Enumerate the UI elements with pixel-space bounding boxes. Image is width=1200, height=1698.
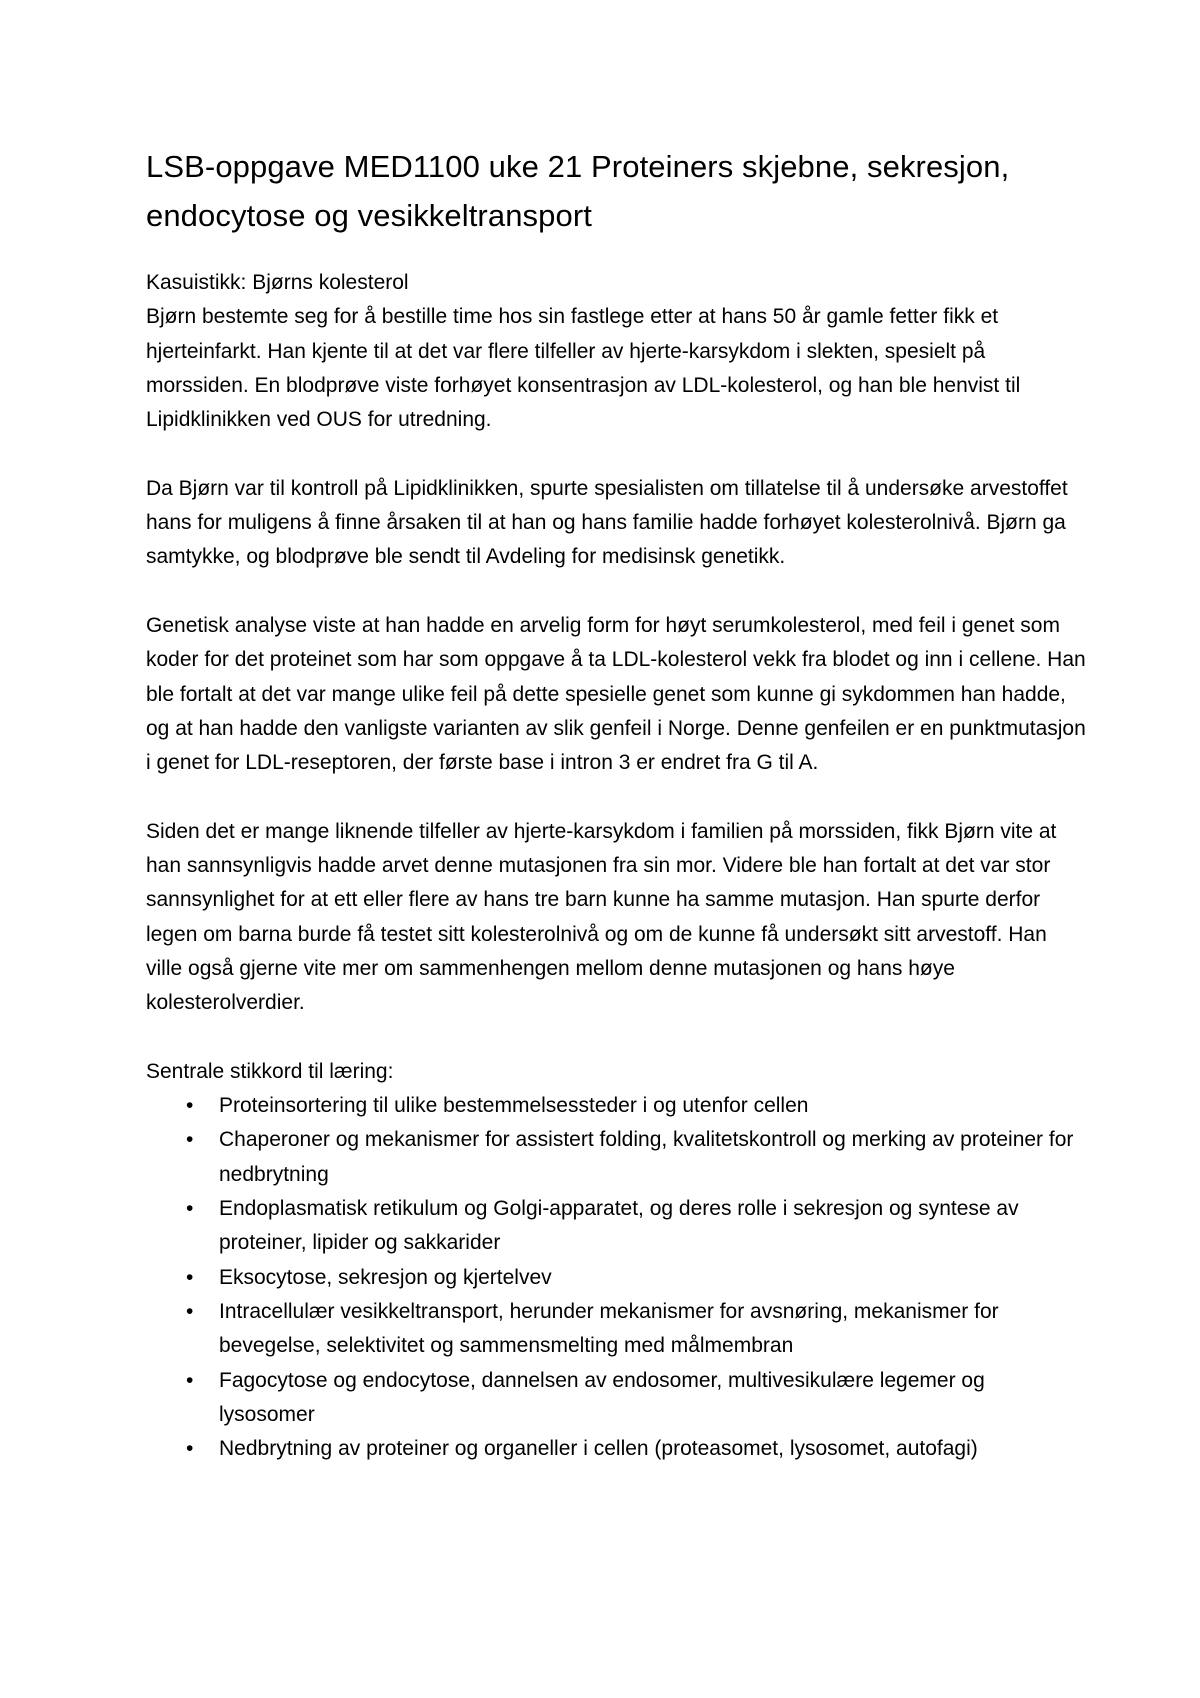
keyword-item [146, 1192, 1086, 1261]
keyword-text: Proteinsortering til ulike bestemmelsessteder i og utenfor cellen [219, 1094, 809, 1118]
keyword-text: Fagocytose og endocytose, dannelsen av endosomer, multivesikulære legemer og lysosomer [219, 1368, 985, 1426]
paragraph-spacer [146, 780, 1086, 814]
paragraph-lipid-clinic: Da Bjørn var til kontroll på Lipidklinikken, spurte spesialisten om tillatelse til å undersøke arvestoffet hans for muligens å finne årsaken til at han og hans familie hadde forhøyet kolesterolnivå. Bjørn ga samtykke, og blodprøve ble sendt til Avdeling for medisinsk genetikk. [146, 476, 1068, 569]
paragraph-spacer [146, 437, 1086, 471]
bullet-icon: • [186, 1368, 194, 1392]
paragraph-family: Siden det er mange liknende tilfeller av hjerte-karsykdom i familien på morssiden, fikk Bjørn vite at han sannsynligvis hadde arvet denne mutasjonen fra sin mor. Videre ble han fortalt at det var stor sannsynlighet for at ett eller flere av hans tre barn kunne ha samme mutasjon. Han spurte derfor legen om barna burde få testet sitt kolesterolnivå og om de kunne få undersøkt sitt arvestoff. Han ville også gjerne vite mer om sammenhengen mellom denne mutasjonen og hans høye kolesterolverdier. [146, 819, 1057, 1015]
document-body [146, 266, 1086, 1466]
keyword-text: Endoplasmatisk retikulum og Golgi-apparatet, og deres rolle i sekresjon og syntese av proteiner, lipider og sakkarider [219, 1197, 1019, 1255]
keyword-item [146, 1432, 1086, 1466]
paragraph-spacer [146, 1021, 1086, 1055]
keyword-item [146, 1089, 1086, 1123]
bullet-icon: • [186, 1437, 194, 1461]
keyword-item [146, 1364, 1086, 1433]
keyword-text: Chaperoner og mekanismer for assistert folding, kvalitetskontroll og merking av proteiner for nedbrytning [219, 1128, 1074, 1186]
bullet-icon: • [186, 1265, 194, 1289]
keywords-list [146, 1089, 1086, 1466]
keyword-text: Eksocytose, sekresjon og kjertelvev [219, 1265, 552, 1289]
bullet-icon: • [186, 1094, 194, 1118]
document-content [146, 142, 1086, 1466]
document-title: LSB-oppgave MED1100 uke 21 Proteiners skjebne, sekresjon, endocytose og vesikkeltransport [146, 149, 1010, 233]
case-heading: Kasuistikk: Bjørns kolesterol [146, 271, 409, 294]
bullet-icon: • [186, 1197, 194, 1221]
keywords-heading: Sentrale stikkord til læring: [146, 1059, 394, 1083]
keyword-item [146, 1123, 1086, 1192]
keyword-item [146, 1261, 1086, 1295]
paragraph-spacer [146, 575, 1086, 609]
keyword-item [146, 1295, 1086, 1364]
bullet-icon: • [186, 1299, 194, 1323]
paragraph-genetic-analysis: Genetisk analyse viste at han hadde en arvelig form for høyt serumkolesterol, med feil i genet som koder for det proteinet som har som oppgave å ta LDL-kolesterol vekk fra blodet og inn i cellene. Han ble fortalt at det var mange ulike feil på dette spesielle genet som kunne gi sykdommen han hadde, og at han hadde den vanligste varianten av slik genfeil i Norge. Denne genfeilen er en punktmutasjon i genet for LDL-reseptoren, der første base i intron 3 er endret fra G til A. [146, 613, 1086, 775]
keyword-text: Intracellulær vesikkeltransport, herunder mekanismer for avsnøring, mekanismer for bevegelse, selektivitet og sammensmelting med målmembran [219, 1299, 999, 1358]
paragraph-intro: Bjørn bestemte seg for å bestille time hos sin fastlege etter at hans 50 år gamle fetter fikk et hjerteinfarkt. Han kjente til at det var flere tilfeller av hjerte-karsykdom i slekten, spesielt på morssiden. En blodprøve viste forhøyet konsentrasjon av LDL-kolesterol, og han ble henvist til Lipidklinikken ved OUS for utredning. [146, 305, 1021, 432]
keyword-text: Nedbrytning av proteiner og organeller i cellen (proteasomet, lysosomet, autofagi) [219, 1437, 978, 1461]
bullet-icon: • [186, 1128, 194, 1152]
